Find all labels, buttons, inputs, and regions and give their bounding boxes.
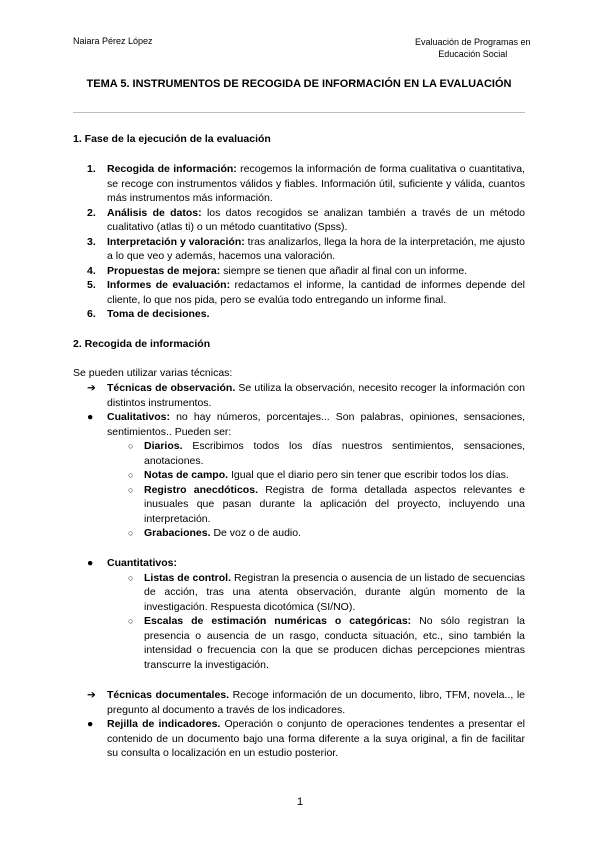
circle-bullet-icon: ○ bbox=[128, 441, 134, 451]
phase-item: 3. Interpretación y valoración: tras analizarlos, llega la hora de la interpretación, me ajusto a lo que veo y además, hacemos una valoración. bbox=[87, 235, 525, 262]
phase-item: 6. Toma de decisiones. bbox=[87, 308, 210, 320]
page-number: 1 bbox=[296, 796, 304, 808]
phase-item: 1. Recogida de información: recogemos la información de forma cualitativa o cuantitativa, se recoge con instrumentos válidos y fiables. Información útil, suficiente y válida, cuantos más instrumentos más información. bbox=[87, 163, 526, 204]
arrow-icon: ➔ bbox=[87, 689, 96, 701]
header-author: Naiara Pérez López bbox=[73, 36, 153, 46]
circle-bullet-icon: ○ bbox=[128, 572, 134, 583]
bullet-icon: ● bbox=[87, 718, 94, 730]
phase-item: 2. Análisis de datos: los datos recogidos se analizan también a través de un método cualitativo (atlas ti) o un método cuantitativo (Spss). bbox=[87, 206, 525, 233]
bullet-icon: ● bbox=[87, 557, 94, 569]
techniques-intro: Se pueden utilizar varias técnicas: bbox=[73, 367, 233, 379]
qualitative-item: ○ Notas de campo. Igual que el diario pero sin tener que escribir todos los días. bbox=[128, 469, 509, 481]
section2-heading: 2. Recogida de información bbox=[73, 338, 211, 350]
circle-bullet-icon: ○ bbox=[128, 616, 134, 626]
document-title: TEMA 5. INSTRUMENTOS DE RECOGIDA DE INFORMACIÓN EN LA EVALUACIÓN bbox=[86, 78, 512, 90]
quantitative-block: ● Cuantitativos: ○ Listas de control. Registran la presencia o ausencia de un listado de secuencias de acción, tras una atenta observación, durante algún momento de la investigación. Respuesta dicotómica (SI/NO). ○ Escalas de estimación numéricas o categóricas: No sólo registran la presencia o ausencia de un rasgo, conducta situación, etc., sino también la intensidad o frecuencia con la que se producen dichas percepciones mientras transcurre la investigación. bbox=[87, 557, 525, 671]
documentary-techniques: ➔ Técnicas documentales. Recoge información de un documento, libro, TFM, novela.., le pregunto al documento a través de los indicadores. bbox=[87, 689, 525, 716]
bullet-icon: ● bbox=[87, 411, 94, 423]
phases-list bbox=[87, 162, 526, 322]
phase-item: 5. Informes de evaluación: redactamos el informe, la cantidad de informes depende del cliente, lo que nos pida, pero se evalúa todo entregando un informe final. bbox=[87, 279, 525, 306]
quantitative-item: ○ Escalas de estimación numéricas o categóricas: No sólo registran la presencia o ausencia de un rasgo, conducta situación, etc., sino también la intensidad o frecuencia con la que se producen dichas percepciones mientras transcurre la investigación. bbox=[128, 615, 525, 671]
circle-bullet-icon: ○ bbox=[128, 528, 134, 538]
circle-bullet-icon: ○ bbox=[128, 470, 134, 480]
arrow-icon: ➔ bbox=[87, 382, 96, 394]
observation-techniques: ➔ Técnicas de observación. Se utiliza la observación, necesito recoger la información con distintos instrumentos. bbox=[87, 382, 525, 409]
phase-item: 4. Propuestas de mejora: siempre se tienen que añadir al final con un informe. bbox=[87, 264, 468, 277]
circle-bullet-icon: ○ bbox=[128, 484, 134, 495]
qualitative-item: ○ Grabaciones. De voz o de audio. bbox=[128, 527, 302, 539]
indicator-grid: ● Rejilla de indicadores. Operación o conjunto de operaciones tendentes a presentar el contenido de un documento bajo una forma diferente a la suya original, a fin de facilitar su consulta o localización en un estudio posterior. bbox=[87, 718, 525, 759]
quantitative-item: ○ Listas de control. Registran la presencia o ausencia de un listado de secuencias de acción, tras una atenta observación, durante algún momento de la investigación. Respuesta dicotómica (SI/NO). bbox=[128, 571, 525, 613]
qualitative-item: ○ Diarios. Escribimos todos los días nuestros sentimientos, sensaciones, anotaciones. bbox=[128, 440, 525, 467]
header-course-line2: Educación Social bbox=[438, 49, 508, 59]
title-divider bbox=[73, 112, 525, 113]
header-course bbox=[415, 36, 531, 60]
header-course-line1: Evaluación de Programas en bbox=[415, 37, 531, 47]
qualitative-block: ● Cualitativos: no hay números, porcentajes... Son palabras, opiniones, sensaciones, sentimientos.. Pueden ser: ○ Diarios. Escribimos todos los días nuestros sentimientos, sensaciones, anotaciones. ○ Notas de campo. Igual que el diario pero sin tener que escribir todos los días. ○ Registro anecdóticos. Registra de forma detallada aspectos relevantes e inusuales que pasan durante la aplicación del proyecto, incluyendo una interpretación. ○ Grabaciones. De voz o de audio. bbox=[87, 411, 525, 539]
section1-heading: 1. Fase de la ejecución de la evaluación bbox=[73, 133, 271, 145]
qualitative-item: ○ Registro anecdóticos. Registra de forma detallada aspectos relevantes e inusuales que pasan durante la aplicación del proyecto, incluyendo una interpretación. bbox=[128, 483, 525, 525]
